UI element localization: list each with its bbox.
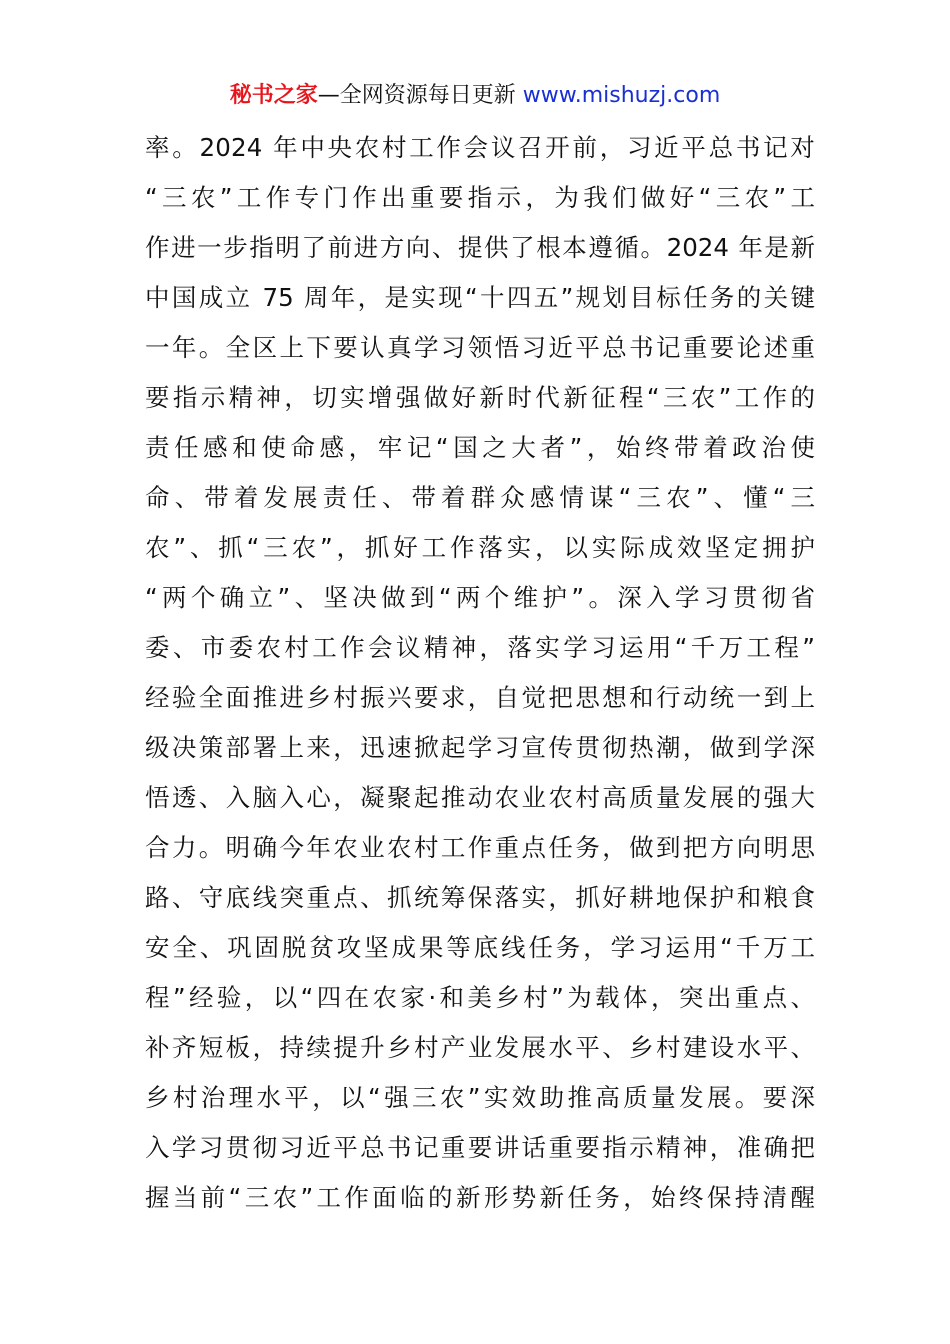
body-line: 级决策部署上来，迅速掀起学习宣传贯彻热潮，做到学深 [145,733,815,762]
body-line: 乡村治理水平，以“强三农”实效助推高质量发展。要深 [145,1083,815,1112]
body-line: 经验全面推进乡村振兴要求，自觉把思想和行动统一到上 [145,683,815,712]
document-body [145,123,815,1223]
body-line: 命、带着发展责任、带着群众感情谋“三农”、懂“三 [145,483,815,512]
body-line: 率。2024 年中央农村工作会议召开前，习近平总书记对 [145,133,815,162]
body-line: 安全、巩固脱贫攻坚成果等底线任务，学习运用“千万工 [145,933,815,962]
body-line: 补齐短板，持续提升乡村产业发展水平、乡村建设水平、 [145,1033,815,1062]
body-line: 要指示精神，切实增强做好新时代新征程“三农”工作的 [145,383,815,412]
body-line: 握当前“三农”工作面临的新形势新任务，始终保持清醒 [145,1183,815,1212]
body-line: 悟透、入脑入心，凝聚起推动农业农村高质量发展的强大 [145,783,815,812]
body-line: “两个确立”、坚决做到“两个维护”。深入学习贯彻省 [145,583,815,612]
body-line: 路、守底线突重点、抓统筹保落实，抓好耕地保护和粮食 [145,883,815,912]
page-header [0,80,950,112]
body-line: 一年。全区上下要认真学习领悟习近平总书记重要论述重 [145,333,815,362]
body-line: 中国成立 75 周年，是实现“十四五”规划目标任务的关键 [145,283,815,312]
body-line: 作进一步指明了前进方向、提供了根本遵循。2024 年是新 [145,233,815,262]
body-line: 委、市委农村工作会议精神，落实学习运用“千万工程” [145,633,815,662]
body-line: 程”经验，以“四在农家·和美乡村”为载体，突出重点、 [145,983,815,1012]
body-line: 责任感和使命感，牢记“国之大者”，始终带着政治使 [145,433,815,462]
header-slogan: —全网资源每日更新 [317,83,516,108]
body-line: 合力。明确今年农业农村工作重点任务，做到把方向明思 [145,833,815,862]
brand-name: 秘书之家 [229,83,318,108]
body-line: 农”、抓“三农”，抓好工作落实，以实际成效坚定拥护 [145,533,815,562]
body-line: 入学习贯彻习近平总书记重要讲话重要指示精神，准确把 [145,1133,815,1162]
body-line: “三农”工作专门作出重要指示，为我们做好“三农”工 [145,183,815,212]
site-url-link[interactable]: www.mishuzj.com [522,83,721,108]
